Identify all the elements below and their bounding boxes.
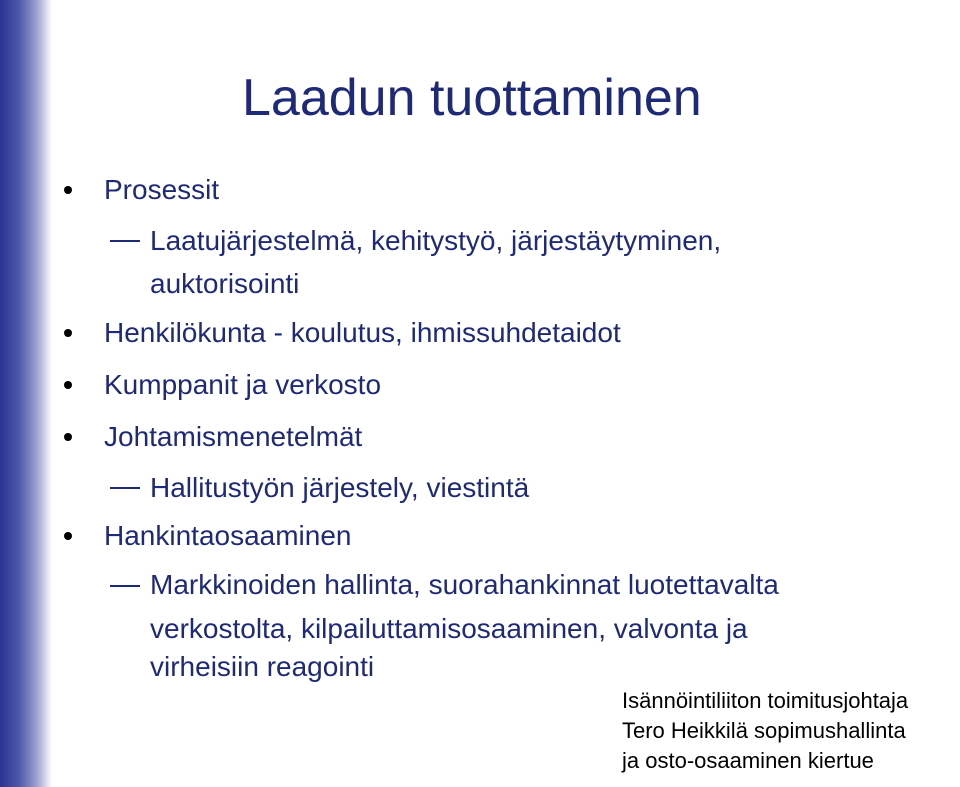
bullet-henkilokunta: Henkilökunta - koulutus, ihmissuhdetaidot xyxy=(104,317,621,348)
bullet-dot-4 xyxy=(64,433,72,441)
sub-item-laatujarjestelma-line1: Laatujärjestelmä, kehitystyö, järjestäytyminen, xyxy=(150,225,722,256)
slide-title: Laadun tuottaminen xyxy=(242,69,702,127)
bullet-johtamismenetelmat: Johtamismenetelmät xyxy=(104,421,363,452)
bullet-dot-1 xyxy=(64,186,72,194)
bullet-prosessit: Prosessit xyxy=(104,174,220,205)
sub-item-laatujarjestelma-line2: auktorisointi xyxy=(150,268,300,299)
side-gradient-bar xyxy=(0,0,52,787)
footer-credit xyxy=(622,686,908,776)
sub-item-markkinoiden-line3: virheisiin reagointi xyxy=(150,651,375,682)
footer-line-1: Isännöintiliiton toimitusjohtaja xyxy=(622,688,909,713)
bullet-dot-2 xyxy=(64,329,72,337)
bullet-dot-5 xyxy=(64,532,72,540)
sub-dash-2 xyxy=(110,487,140,489)
sub-item-markkinoiden-line1: Markkinoiden hallinta, suorahankinnat luotettavalta xyxy=(150,569,779,600)
footer-line-3: ja osto-osaaminen kiertue xyxy=(622,748,874,773)
sub-item-markkinoiden-line2: verkostolta, kilpailuttamisosaaminen, valvonta ja xyxy=(150,613,748,644)
sub-dash-3 xyxy=(110,585,140,587)
sub-dash-1 xyxy=(110,240,140,242)
bullet-dot-3 xyxy=(64,381,72,389)
bullet-hankintaosaaminen: Hankintaosaaminen xyxy=(104,520,352,551)
footer-line-2: Tero Heikkilä sopimushallinta xyxy=(622,718,906,743)
bullet-kumppanit: Kumppanit ja verkosto xyxy=(104,369,382,400)
sub-item-hallitustyo: Hallitustyön järjestely, viestintä xyxy=(150,472,530,503)
